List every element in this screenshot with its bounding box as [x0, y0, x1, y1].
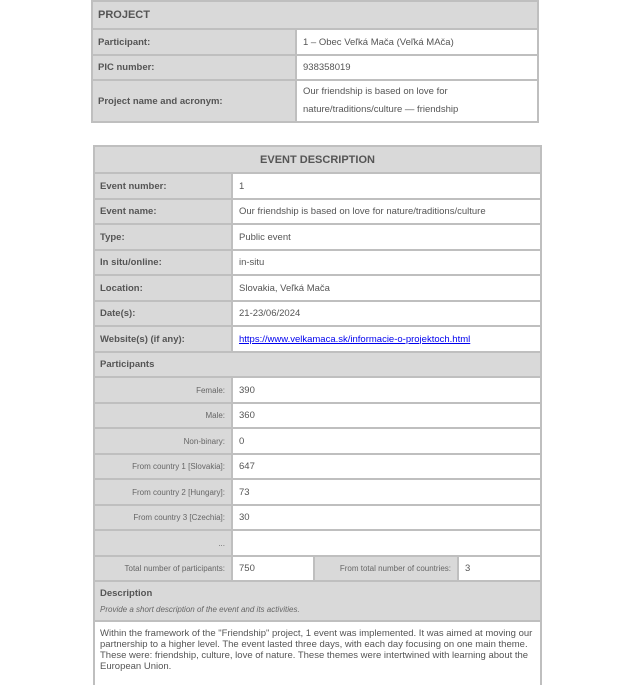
- project-row-name: [93, 81, 537, 121]
- country2-value: 73: [231, 480, 540, 504]
- description-header: Description: [100, 588, 153, 599]
- country3-label: From country 3 [Czechia]:: [95, 506, 231, 529]
- project-header: PROJECT: [93, 2, 537, 28]
- project-row-participant: [93, 30, 537, 56]
- location-label: Location:: [95, 276, 231, 300]
- insitu-label: In situ/online:: [95, 251, 231, 274]
- dates-label: Date(s):: [95, 302, 231, 325]
- website-value: [231, 327, 540, 351]
- total-countries-value: 3: [457, 557, 540, 580]
- pic-number-value: 938358019: [295, 56, 537, 79]
- event-row-insitu: [95, 251, 540, 276]
- description-header-row: [95, 582, 540, 622]
- country1-value: 647: [231, 455, 540, 478]
- female-label: Female:: [95, 378, 231, 402]
- total-participants-label: Total number of participants:: [95, 557, 231, 580]
- description-hint: Provide a short description of the event and its activities.: [100, 605, 300, 614]
- type-value: Public event: [231, 225, 540, 249]
- project-name-line-2: nature/traditions/culture — friendship: [303, 104, 459, 115]
- country3-value: 30: [231, 506, 540, 529]
- event-header: EVENT DESCRIPTION: [95, 147, 540, 172]
- participants-row-more: [95, 531, 540, 557]
- country2-label: From country 2 [Hungary]:: [95, 480, 231, 504]
- insitu-value: in-situ: [231, 251, 540, 274]
- participants-row-totals: [95, 557, 540, 582]
- participants-row-country2: [95, 480, 540, 506]
- female-value: 390: [231, 378, 540, 402]
- participants-row-country3: [95, 506, 540, 531]
- type-label: Type:: [95, 225, 231, 249]
- location-value: Slovakia, Veľká Mača: [231, 276, 540, 300]
- participants-row-country1: [95, 455, 540, 480]
- participants-row-nonbinary: [95, 429, 540, 455]
- more-label: ...: [95, 531, 231, 555]
- participants-row-female: [95, 378, 540, 404]
- nonbinary-label: Non-binary:: [95, 429, 231, 453]
- project-name-line-1: Our friendship is based on love for: [303, 86, 448, 97]
- total-countries-label: From total number of countries:: [313, 557, 457, 580]
- event-number-label: Event number:: [95, 174, 231, 198]
- project-row-pic: [93, 56, 537, 81]
- total-participants-value: 750: [231, 557, 313, 580]
- male-label: Male:: [95, 404, 231, 427]
- website-link[interactable]: https://www.velkamaca.sk/informacie-o-projektoch.html: [239, 333, 471, 345]
- event-table: [93, 145, 542, 685]
- description-text-row: [95, 622, 540, 692]
- event-row-dates: [95, 302, 540, 327]
- event-number-value: 1: [231, 174, 540, 198]
- description-text: Within the framework of the "Friendship" project, 1 event was implemented. It was aimed at moving our partnership to a higher level. The event lasted three days, with each day focusing on one main theme. These were: friendship, culture, love of nature. These themes were intertwined with learning about the European Union.: [95, 622, 540, 692]
- country1-label: From country 1 [Slovakia]:: [95, 455, 231, 478]
- participant-value: 1 – Obec Veľká Mača (Veľká MAča): [295, 30, 537, 54]
- event-name-value: Our friendship is based on love for nature/traditions/culture: [231, 200, 540, 223]
- male-value: 360: [231, 404, 540, 427]
- more-value: [231, 531, 540, 555]
- project-name-value: [295, 81, 537, 121]
- dates-value: 21-23/06/2024: [231, 302, 540, 325]
- event-row-name: [95, 200, 540, 225]
- nonbinary-value: 0: [231, 429, 540, 453]
- participants-row-male: [95, 404, 540, 429]
- event-row-number: [95, 174, 540, 200]
- pic-number-label: PIC number:: [93, 56, 295, 79]
- event-row-website: [95, 327, 540, 353]
- event-name-label: Event name:: [95, 200, 231, 223]
- website-label: Website(s) (if any):: [95, 327, 231, 351]
- project-name-label: Project name and acronym:: [93, 81, 295, 121]
- event-row-location: [95, 276, 540, 302]
- participant-label: Participant:: [93, 30, 295, 54]
- event-row-type: [95, 225, 540, 251]
- participants-header: Participants: [95, 353, 540, 376]
- project-table: [91, 0, 539, 123]
